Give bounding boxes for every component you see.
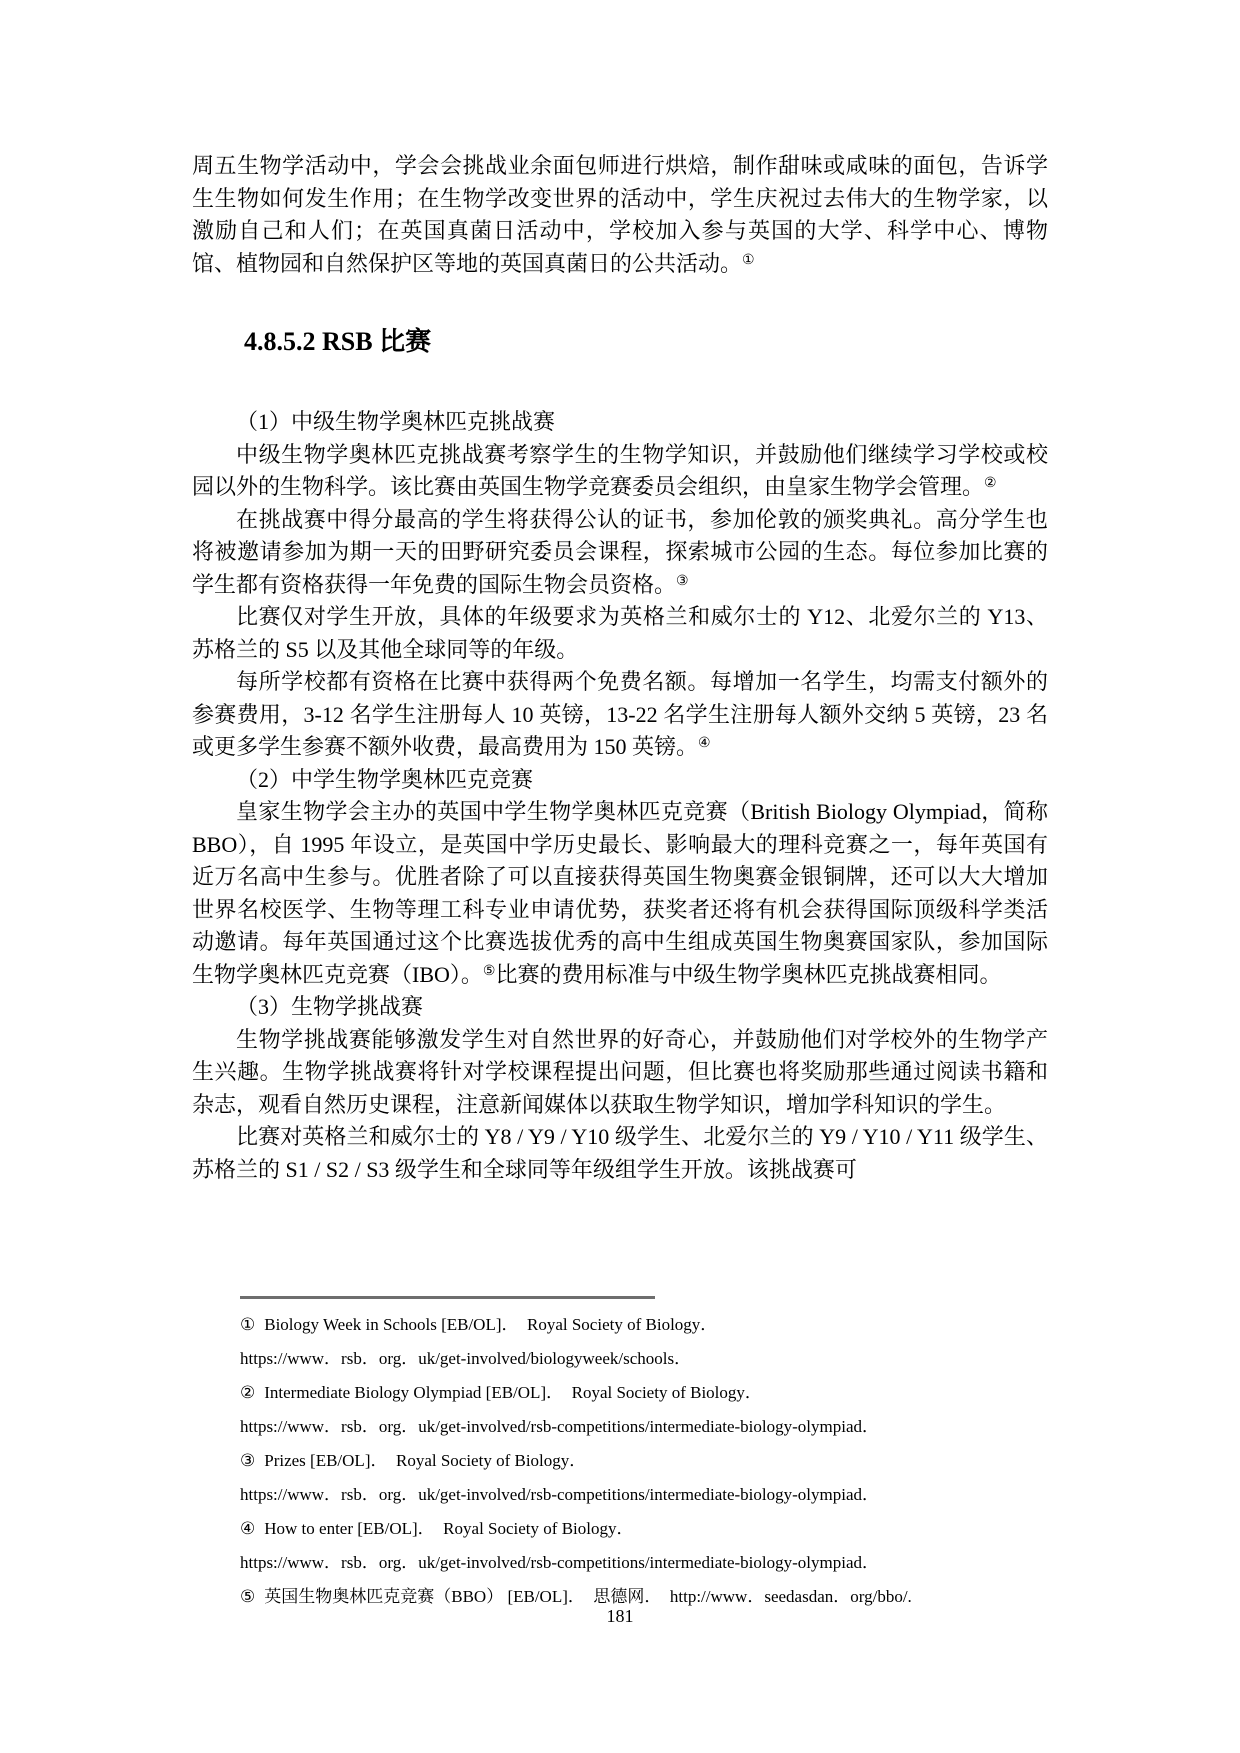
- paragraph: 皇家生物学会主办的英国中学生物学奥林匹克竞赛（British Biology Olympiad，简称 BBO），自 1995 年设立，是英国中学历史最长、影响最大的理科竞赛之一，每年英国有近万名高中生参与。优胜者除了可以直接获得英国生物奥赛金银铜牌，还可以大大增加世界名校医学、生物等理工科专业申请优势，获奖者还将有机会获得国际顶级科学类活动邀请。每年英国通过这个比赛选拔优秀的高中生组成英国生物奥赛国家队，参加国际生物学奥林匹克竞赛（IBO）。⑤比赛的费用标准与中级生物学奥林匹克挑战赛相同。: [192, 799, 1048, 987]
- footnote-marker: ①: [240, 1315, 256, 1334]
- footnote-entry: ③ Prizes [EB/OL]． Royal Society of Biology．: [240, 1451, 587, 1470]
- paragraph: （3）生物学挑战赛: [236, 994, 424, 1019]
- footnote-marker: ②: [240, 1383, 256, 1402]
- paragraph: 周五生物学活动中，学会会挑战业余面包师进行烘焙，制作甜味或咸味的面包，告诉学生生物如何发生作用；在生物学改变世界的活动中，学生庆祝过去伟大的生物学家，以激励自己和人们；在英国真菌日活动中，学校加入参与英国的大学、科学中心、博物馆、植物园和自然保护区等地的英国真菌日的公共活动。①: [192, 153, 1048, 276]
- paragraph: （1）中级生物学奥林匹克挑战赛: [236, 409, 556, 434]
- footnote-entry: ① Biology Week in Schools [EB/OL]． Royal Society of Biology．: [240, 1315, 718, 1334]
- paragraph: 每所学校都有资格在比赛中获得两个免费名额。每增加一名学生，均需支付额外的参赛费用，3-12 名学生注册每人 10 英镑，13-22 名学生注册每人额外交纳 5 英镑，23 名或更多学生参赛不额外收费，最高费用为 150 英镑。④: [192, 669, 1048, 759]
- paragraph: （2）中学生物学奥林匹克竞赛: [236, 766, 534, 792]
- footnote-url: https://www．rsb．org．uk/get-involved/rsb-competitions/intermediate-biology-olympiad．: [240, 1485, 879, 1504]
- footnote-url: https://www．rsb．org．uk/get-involved/biologyweek/schools．: [240, 1349, 692, 1368]
- footnote-ref: ④: [698, 736, 711, 751]
- footnote-ref: ①: [742, 252, 755, 268]
- section-heading: 4.8.5.2 RSB 比赛: [244, 327, 432, 356]
- footnote-ref: ②: [984, 476, 997, 491]
- footnote-url: https://www．rsb．org．uk/get-involved/rsb-competitions/intermediate-biology-olympiad．: [240, 1553, 879, 1572]
- footnote-marker: ④: [240, 1519, 256, 1538]
- page-number: 181: [606, 1606, 634, 1626]
- footnote-entry: ⑤ 英国生物奥林匹克竞赛（BBO） [EB/OL]． 思德网． http://www．seedasdan．org/bbo/.: [240, 1587, 912, 1606]
- paragraph: 比赛对英格兰和威尔士的 Y8 / Y9 / Y10 级学生、北爱尔兰的 Y9 / Y10 / Y11 级学生、苏格兰的 S1 / S2 / S3 级学生和全球同等年级组学生开放。该挑战赛可: [192, 1124, 1048, 1182]
- document-body: [192, 150, 1048, 1186]
- footnotes-list: [192, 1308, 1048, 1614]
- footnote-url: https://www．rsb．org．uk/get-involved/rsb-competitions/intermediate-biology-olympiad．: [240, 1417, 879, 1436]
- footnote-marker: ③: [240, 1451, 256, 1470]
- footnotes-section: [192, 1296, 1048, 1614]
- paragraph: 中级生物学奥林匹克挑战赛考察学生的生物学知识，并鼓励他们继续学习学校或校园以外的生物科学。该比赛由英国生物学竞赛委员会组织，由皇家生物学会管理。②: [192, 441, 1048, 499]
- paragraph: 比赛仅对学生开放，具体的年级要求为英格兰和威尔士的 Y12、北爱尔兰的 Y13、苏格兰的 S5 以及其他全球同等的年级。: [192, 604, 1048, 662]
- footnote-ref: ③: [676, 573, 689, 589]
- footnote-entry: ② Intermediate Biology Olympiad [EB/OL]． Royal Society of Biology．: [240, 1383, 762, 1402]
- footnote-entry: ④ How to enter [EB/OL]． Royal Society of Biology．: [240, 1519, 634, 1538]
- footnote-separator: [240, 1296, 655, 1299]
- footnote-marker: ⑤: [240, 1587, 256, 1606]
- paragraph: 生物学挑战赛能够激发学生对自然世界的好奇心，并鼓励他们对学校外的生物学产生兴趣。生物学挑战赛将针对学校课程提出问题，但比赛也将奖励那些通过阅读书籍和杂志，观看自然历史课程，注意新闻媒体以获取生物学知识，增加学科知识的学生。: [192, 1026, 1048, 1117]
- paragraph: 在挑战赛中得分最高的学生将获得公认的证书，参加伦敦的颁奖典礼。高分学生也将被邀请参加为期一天的田野研究委员会课程，探索城市公园的生态。每位参加比赛的学生都有资格获得一年免费的国际生物会员资格。③: [192, 506, 1048, 597]
- footnote-ref: ⑤: [482, 963, 496, 979]
